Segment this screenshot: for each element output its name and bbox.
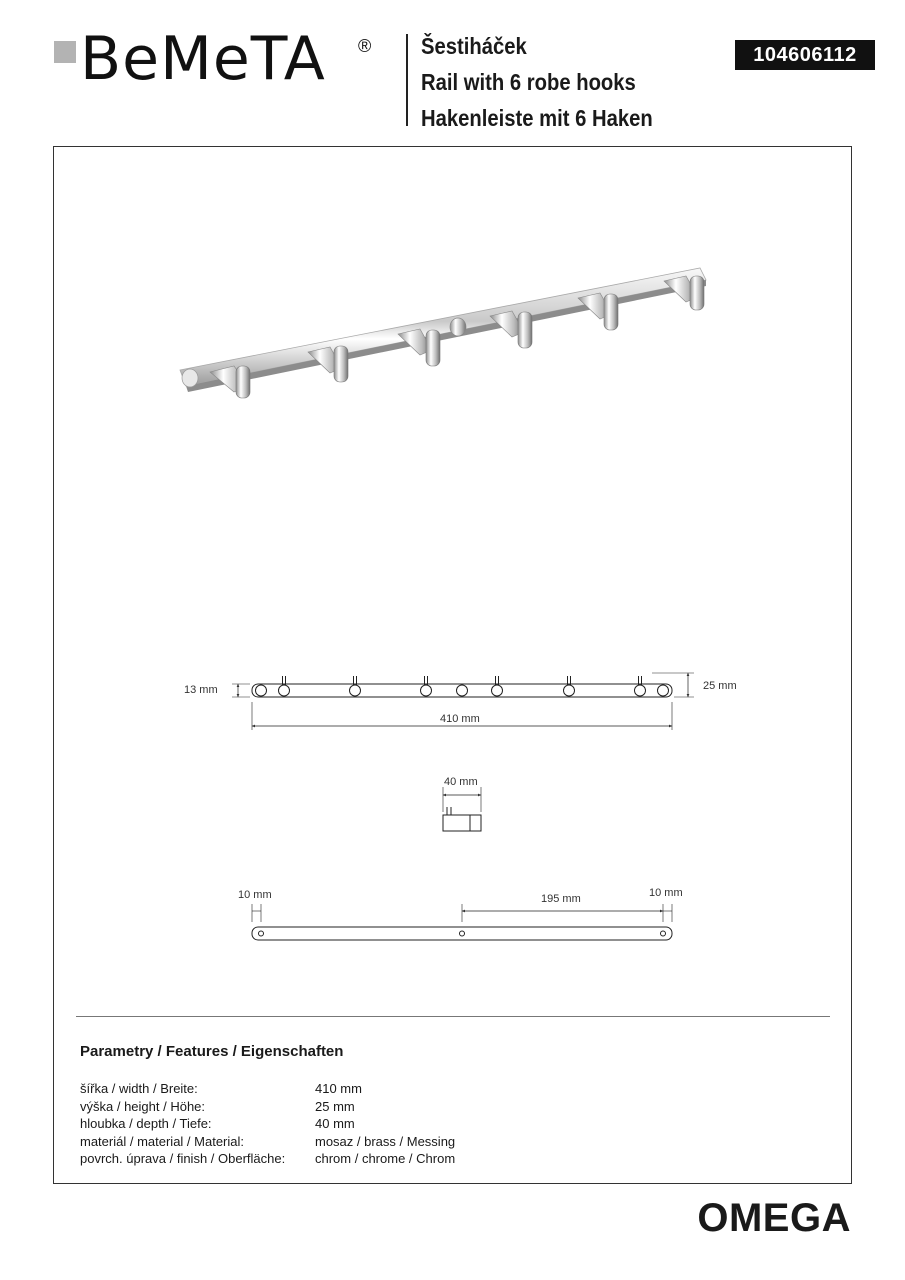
front-hook-1	[279, 676, 290, 696]
dim-depth: 40 mm	[444, 776, 478, 788]
dim-hole-spacing: 195 mm	[541, 893, 581, 905]
features-table	[80, 1080, 455, 1168]
series-name: OMEGA	[697, 1196, 851, 1240]
dim-rail-height: 13 mm	[184, 684, 218, 696]
product-code-badge: 104606112	[735, 40, 875, 70]
spec-value: 410 mm	[315, 1081, 362, 1096]
dim-total-height: 25 mm	[703, 680, 737, 692]
front-hook-5	[564, 676, 575, 696]
dim-left-offset: 10 mm	[238, 889, 272, 901]
back-view-drawing	[252, 904, 672, 940]
spec-row-material	[80, 1133, 455, 1151]
hook-4	[490, 311, 532, 348]
spec-value: chrom / chrome / Chrom	[315, 1151, 456, 1166]
spec-row-finish	[80, 1150, 455, 1168]
spec-label: výška / height / Höhe:	[80, 1098, 206, 1114]
front-hook-3	[421, 676, 432, 696]
product-illustration	[180, 268, 706, 398]
brand-logo: BeMeTA	[80, 24, 326, 94]
front-hook-4	[492, 676, 503, 696]
title-czech: Šestiháček	[421, 33, 527, 59]
spec-row-depth	[80, 1115, 455, 1133]
spec-value: 40 mm	[315, 1116, 355, 1131]
features-divider	[76, 1016, 830, 1017]
features-heading: Parametry / Features / Eigenschaften	[80, 1043, 344, 1060]
side-view-drawing	[443, 787, 481, 831]
registered-mark: ®	[358, 36, 372, 56]
dim-right-offset: 10 mm	[649, 887, 683, 899]
spec-row-width	[80, 1080, 455, 1098]
title-english: Rail with 6 robe hooks	[421, 69, 636, 95]
title-german: Hakenleiste mit 6 Haken	[421, 105, 653, 131]
spec-row-height	[80, 1098, 455, 1116]
spec-label: šířka / width / Breite:	[80, 1081, 198, 1096]
spec-label: materiál / material / Material:	[80, 1133, 244, 1149]
dim-width: 410 mm	[440, 713, 480, 725]
front-hook-2	[350, 676, 361, 696]
spec-label: hloubka / depth / Tiefe:	[80, 1116, 212, 1131]
front-hook-6	[635, 676, 646, 696]
hook-5	[578, 293, 618, 330]
spec-value: 25 mm	[315, 1098, 355, 1114]
spec-label: povrch. úprava / finish / Oberfläche:	[80, 1151, 286, 1166]
spec-value: mosaz / brass / Messing	[315, 1133, 456, 1149]
